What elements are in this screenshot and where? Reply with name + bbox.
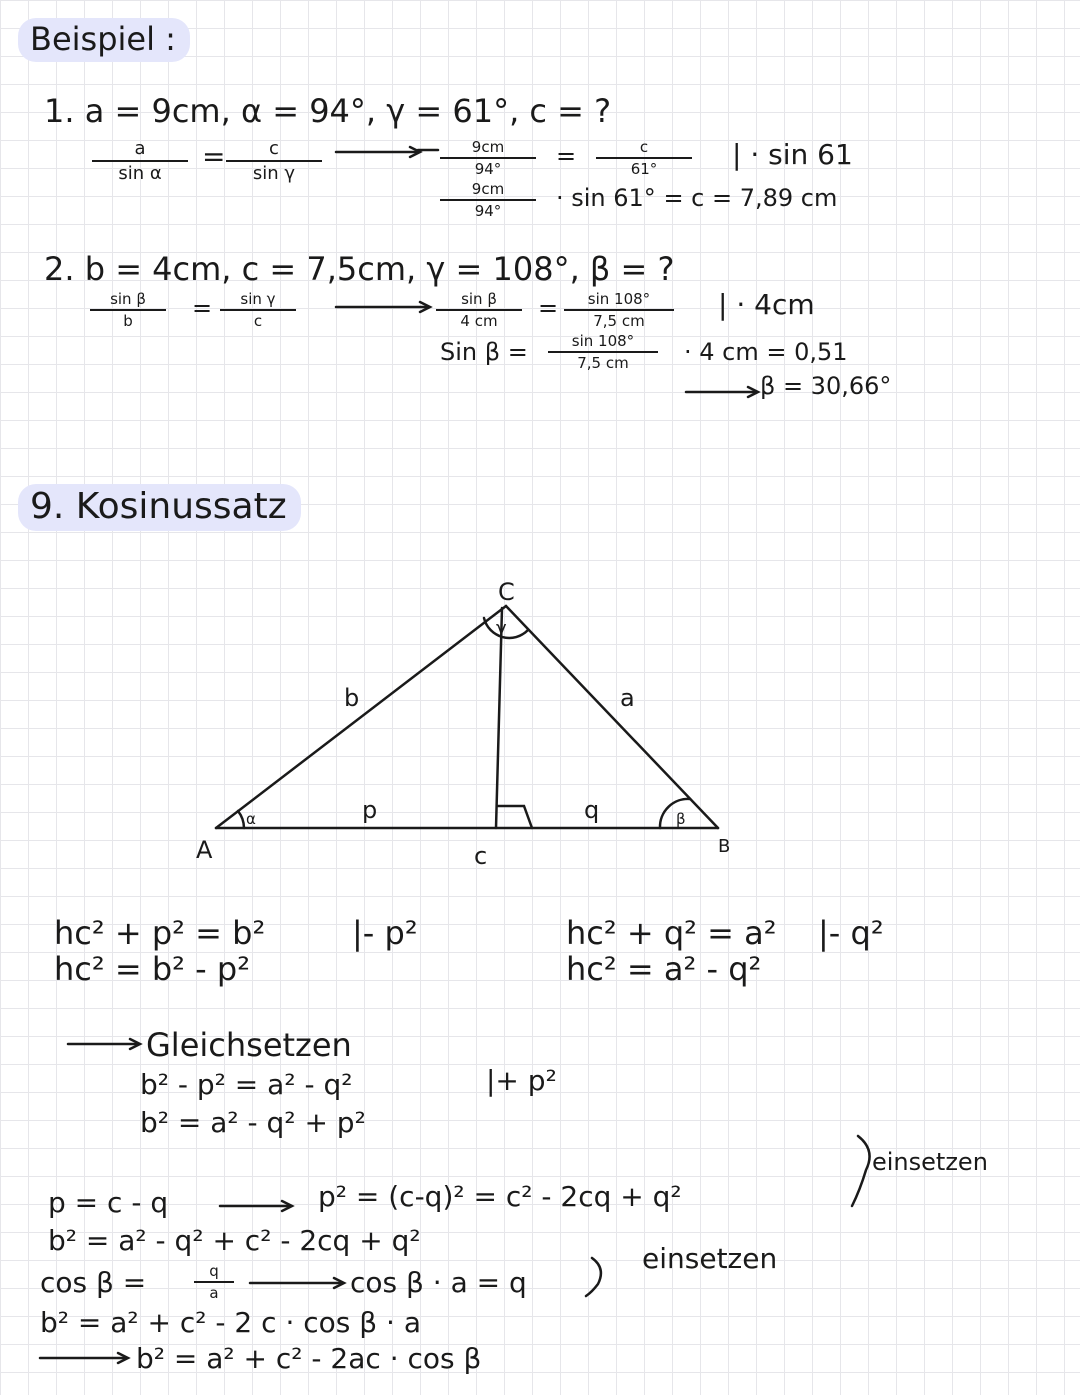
ex2-operation: | · 4cm (718, 288, 815, 321)
fraction-numerator: a (134, 138, 146, 159)
right-equation-operation: |- q² (818, 914, 884, 952)
ex1-result: · sin 61° = c = 7,89 cm (556, 184, 838, 212)
side-b-line (216, 606, 506, 828)
right-angle-marker (498, 806, 532, 828)
fraction-denominator: b (123, 312, 133, 330)
fraction-denominator: 7,5 cm (593, 312, 645, 330)
equals-sign: = (202, 140, 226, 173)
vertex-B-label: B (718, 836, 731, 857)
example-1-given: 1. a = 9cm, α = 94°, γ = 61°, c = ? (44, 92, 612, 130)
ex2-result-sin-beta: · 4 cm = 0,51 (684, 338, 848, 366)
fraction-denominator: 94° (474, 160, 502, 178)
fraction-denominator: sin α (118, 163, 162, 184)
fraction-numerator: sin 108° (587, 290, 651, 308)
derivation-fraction-q-a (194, 1262, 234, 1302)
side-a-label: a (620, 684, 635, 712)
fraction-numerator: sin β (461, 290, 497, 308)
left-equation-2: hc² = b² - p² (54, 950, 251, 988)
side-a-line (506, 606, 718, 828)
derivation-p-eq: p = c - q (48, 1186, 169, 1219)
fraction-denominator: a (209, 1284, 219, 1302)
ex2-sin-beta-label: Sin β = (440, 338, 528, 366)
gleichsetzen-line-1: b² - p² = a² - q² (140, 1068, 353, 1101)
foot-point-label: c (474, 842, 488, 870)
einsetzen-label-top: einsetzen (872, 1148, 988, 1176)
segment-p-label: p (362, 796, 378, 824)
vertex-C-label: C (498, 578, 515, 606)
equals-sign: = (192, 294, 213, 322)
fraction-numerator: q (209, 1262, 219, 1280)
ex1-operation: | · sin 61 (732, 138, 853, 171)
vertex-A-label: A (196, 836, 213, 864)
fraction-denominator: 94° (474, 202, 502, 220)
alpha-angle-arc (238, 811, 244, 828)
fraction-denominator: 61° (630, 160, 658, 178)
left-equation-operation: |- p² (352, 914, 418, 952)
gleichsetzen-title: Gleichsetzen (146, 1026, 352, 1064)
derivation-b-squared-1: b² = a² - q² + c² - 2cq + q² (48, 1224, 421, 1257)
fraction-numerator: sin 108° (571, 332, 635, 350)
fraction-numerator: c (269, 138, 279, 159)
derivation-p-squared: p² = (c-q)² = c² - 2cq + q² (318, 1180, 682, 1213)
fraction-denominator: sin γ (252, 163, 296, 184)
right-equation-2: hc² = a² - q² (566, 950, 762, 988)
derivation-b-squared-2: b² = a² + c² - 2 c · cos β · a (40, 1306, 421, 1339)
derivation-cos-beta-a: cos β · a = q (350, 1266, 527, 1299)
brace-bottom (586, 1258, 601, 1296)
equals-sign: = (538, 294, 559, 322)
left-equation-1: hc² + p² = b² (54, 914, 266, 952)
right-equation-1: hc² + q² = a² (566, 914, 777, 952)
cosine-law-result: b² = a² + c² - 2ac · cos β (136, 1342, 482, 1375)
ex2-result-beta: β = 30,66° (760, 372, 892, 400)
gleichsetzen-operation: |+ p² (486, 1064, 557, 1097)
fraction-denominator: 7,5 cm (577, 354, 629, 372)
alpha-label: α (246, 810, 256, 828)
brace-top (852, 1136, 870, 1206)
segment-q-label: q (584, 796, 600, 824)
side-b-label: b (344, 684, 360, 712)
fraction-denominator: 4 cm (460, 312, 498, 330)
fraction-denominator: c (253, 312, 263, 330)
fraction-numerator: c (639, 138, 649, 156)
gleichsetzen-line-2: b² = a² - q² + p² (140, 1106, 366, 1139)
height-hc-line (496, 608, 502, 828)
derivation-cos-beta: cos β = (40, 1266, 147, 1299)
einsetzen-label: einsetzen (642, 1242, 778, 1275)
equals-sign: = (556, 142, 577, 170)
fraction-numerator: sin γ (240, 290, 276, 308)
example-heading: Beispiel : (18, 18, 190, 62)
fraction-numerator: sin β (110, 290, 146, 308)
example-2-given: 2. b = 4cm, c = 7,5cm, γ = 108°, β = ? (44, 250, 675, 288)
section-heading-kosinussatz: 9. Kosinussatz (18, 484, 301, 531)
fraction-numerator: 9cm (471, 138, 505, 156)
fraction-numerator: 9cm (471, 180, 505, 198)
beta-label: β (676, 810, 686, 828)
gamma-label: γ (496, 618, 507, 639)
